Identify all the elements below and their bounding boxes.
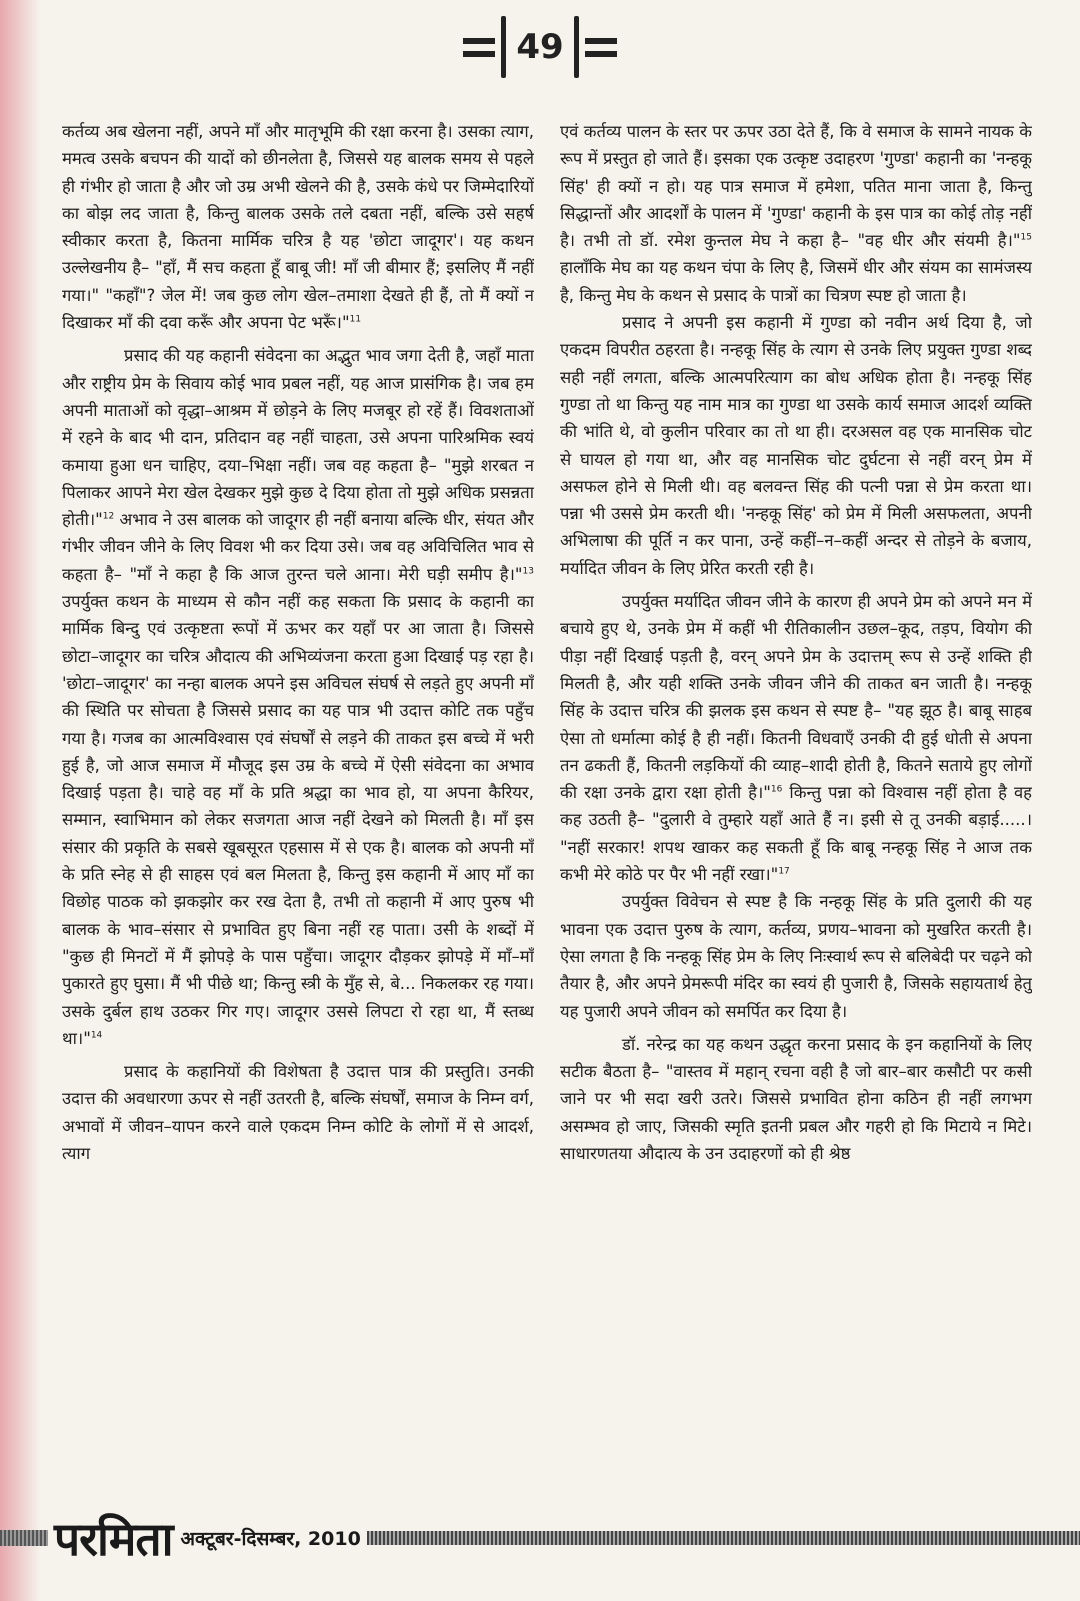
- paragraph-text: हालाँकि मेघ का यह कथन चंपा के लिए है, जिसमें धीर और संयम का सामंजस्य है, किन्तु मेघ के कथन से प्रसाद के पात्रों का चित्रण स्पष्ट हो जाता है।: [560, 258, 1032, 305]
- paragraph-text: एवं कर्तव्य पालन के स्तर पर ऊपर उठा देते हैं, कि वे समाज के सामने नायक के रूप में प्रस्तुत हो जाते हैं। इसका एक उत्कृष्ट उदाहरण 'गुण्डा' कहानी का 'नन्हकू सिंह' ही क्यों न हो। यह पात्र समाज में हमेशा, पतित माना जाता है, किन्तु सिद्धान्तों और आदर्शों के पालन में 'गुण्डा' कहानी के इस पात्र का कोई तोड़ नहीं है। तभी तो डॉ. रमेश कुन्तल मेघ ने कहा है– "वह धीर और संयमी है।": [560, 122, 1032, 251]
- footnote-ref: 15: [1020, 232, 1032, 243]
- paragraph-text: डॉ. नरेन्द्र का यह कथन उद्धृत करना प्रसाद के इन कहानियों के लिए सटीक बैठता है– "वास्तव में महान् रचना वही है जो बार–बार कसौटी पर कसी जाने पर भी सदा खरी उतरे। जिससे प्रभावित होना कठिन ही नहीं लगभग असम्भव हो जाए, जिसकी स्मृति इतनी प्रबल और गहरी हो कि मिटाये न मिटे। साधारणतया औदात्य के उन उदाहरणों को ही श्रेष्ठ: [560, 1034, 1032, 1163]
- footer-bar-left: [0, 1530, 48, 1546]
- paragraph-text: कर्तव्य अब खेलना नहीं, अपने माँ और मातृभूमि की रक्षा करना है। उसका त्याग, ममत्व उसके बचपन की यादों को छीनलेता है, जिससे यह बालक समय से पहले ही गंभीर हो जाता है और जो उम्र अभी खेलने की है, उसके कंधे पर जिम्मेदारियों का बोझ लद जाता है, किन्तु बालक उसके तले दबता नहीं, बल्कि उसे सहर्ष स्वीकार करता है, कितना मार्मिक चरित्र है यह 'छोटा जादूगर'। यह कथन उल्लेखनीय है– "हाँ, मैं सच कहता हूँ बाबू जी! माँ जी बीमार हैं; इसलिए मैं नहीं गया।" "कहाँ"? जेल में! जब कुछ लोग खेल–तमाशा देखते ही हैं, तो मैं क्यों न दिखाकर माँ की दवा करूँ और अपना पेट भरूँ।": [62, 122, 534, 333]
- right-paragraph-5: [560, 1031, 1032, 1167]
- paragraph-text: प्रसाद ने अपनी इस कहानी में गुण्डा को नवीन अर्थ दिया है, जो एकदम विपरीत ठहरता है। नन्हकू सिंह के त्याग से उनके लिए प्रयुक्त गुण्डा शब्द सही नहीं लगता, बल्कि आत्मपरित्याग का बोध अधिक होता है। नन्हकू सिंह गुण्डा तो था किन्तु यह नाम मात्र का गुण्डा था उसके कार्य समाज आदर्श व्यक्ति की भांति थे, वो कुलीन परिवार का तो था ही। दरअसल वह एक मानसिक चोट से घायल हो गया था, और वह मानसिक चोट दुर्घटना से नहीं वरन् प्रेम में असफल होने से मिली थी। वह बलवन्त सिंह की पत्नी पन्ना से प्रेम करता था। पन्ना भी उससे प्रेम करती थी। 'नन्हकू सिंह' को प्रेम में मिली असफलता, अपनी अभिलाषा की पूर्ति न कर पाना, उन्हें कहीं–न–कहीं अन्दर से तोड़ने के बजाय, मर्यादित जीवन के लिए प्रेरित करती रही है।: [560, 313, 1032, 578]
- header-divider-left: [501, 16, 506, 78]
- paragraph-text: प्रसाद की यह कहानी संवेदना का अद्भुत भाव जगा देती है, जहाँ माता और राष्ट्रीय प्रेम के सिवाय कोई भाव प्रबल नहीं, यह आज प्रासंगिक है। जब हम अपनी माताओं को वृद्धा–आश्रम में छोड़ने के लिए मजबूर हो रहें हैं। विवशताओं में रहने के बाद भी दान, प्रतिदान वह नहीं चाहता, उसे अपना पारिश्रमिक स्वयं कमाया हुआ धन चाहिए, दया–भिक्षा नहीं। जब वह कहता है– "मुझे शरबत न पिलाकर आपने मेरा खेल देखकर मुझे कुछ दे दिया होता तो मुझे अधिक प्रसन्नता होती।": [62, 346, 534, 530]
- page-binding-shadow: [0, 0, 40, 1601]
- header-ornament-left: [463, 38, 495, 57]
- magazine-title: परमिता: [54, 1512, 173, 1566]
- left-paragraph-1: [62, 118, 534, 336]
- left-paragraph-2: [62, 342, 534, 1052]
- paragraph-text: उपर्युक्त कथन के माध्यम से कौन नहीं कह सकता कि प्रसाद के कहानी का मार्मिक बिन्दु एवं उत्कृष्टता रूपों में ऊभर कर यहाँ पर आ जाता है। जिससे छोटा–जादूगर का चरित्र औदात्य की अभिव्यंजना करता हुआ दिखाई पड़ रहा है। 'छोटा–जादूगर' का नन्हा बालक अपने इस अविचल संघर्ष से लड़ते हुए अपनी माँ की स्थिति पर सोचता है जिससे प्रसाद का यह पात्र भी उदात्त कोटि तक पहुँच गया है। गजब का आत्मविश्वास एवं संघर्षों से लड़ने की ताकत इस बच्चे में भरी हुई है, जो आज समाज में मौजूद इस उम्र के बच्चे में ऐसी संवेदना का अभाव दिखाई पड़ता है। चाहे वह माँ के प्रति श्रद्धा का भाव हो, या अपना कैरियर, सम्मान, स्वाभिमान को लेकर सजगता आज नहीं देखने को मिलती है। माँ इस संसार की प्रकृति के सबसे खूबसूरत एहसास में से एक है। बालक को अपनी माँ के प्रति स्नेह से ही साहस एवं बल मिलता है, किन्तु इस कहानी में आए माँ का विछोह पाठक को झकझोर कर रख देता है, तभी तो कहानी में आए पुरुष भी बालक के भाव–संसार से प्रभावित हुए बिना नहीं रह पाता। उसी के शब्दों में "कुछ ही मिनटों में मैं झोपड़े के पास पहुँचा। जादूगर दौड़कर झोपड़े में माँ–माँ पुकारते हुए घुसा। मैं भी पीछे था; किन्तु स्त्री के मुँह से, बे... निकलकर रह गया। उसके दुर्बल हाथ उठकर गिर गए। जादूगर उससे लिपटा रो रहा था, मैं स्तब्ध था।": [62, 592, 534, 1048]
- issue-date: अक्टूबर-दिसम्बर, 2010: [180, 1528, 361, 1550]
- right-paragraph-3: [560, 588, 1032, 888]
- paragraph-text: प्रसाद के कहानियों की विशेषता है उदात्त पात्र की प्रस्तुति। उनकी उदात्त की अवधारणा ऊपर से नहीं उतरती है, बल्कि संघर्षों, समाज के निम्न वर्ग, अभावों में जीवन–यापन करने वाले एकदम निम्न कोटि के लोगों में से आदर्श, त्याग: [62, 1062, 534, 1163]
- footer-bar-right: [367, 1531, 1080, 1545]
- footnote-ref: 16: [770, 784, 783, 795]
- paragraph-text: उपर्युक्त मर्यादित जीवन जीने के कारण ही अपने प्रेम को अपने मन में बचाये हुए थे, उनके प्रेम में कहीं भी रीतिकालीन उछल–कूद, तड़प, वियोग की पीड़ा नहीं दिखाई पड़ती है, वरन् अपने प्रेम के उदात्तम् रूप से उन्हें शक्ति ही मिलती है, और यही शक्ति उनके जीवन जीने की ताकत बन जाती है। नन्हकू सिंह के उदात्त चरित्र की झलक इस कथन से स्पष्ट है– "यह झूठ है। बाबू साहब ऐसा तो धर्मात्मा कोई है ही नहीं। कितनी विधवाएँ उनकी दी हुई धोती से अपना तन ढकती हैं, कितनी लड़कियों की व्याह–शादी होती है, कितने सताये हुए लोगों की रक्षा उनके द्वारा रक्षा होती है।": [560, 592, 1032, 803]
- right-paragraph-1: [560, 118, 1032, 309]
- footnote-ref: 17: [778, 866, 790, 877]
- footnote-ref: 14: [90, 1030, 103, 1041]
- footnote-ref: 11: [349, 314, 362, 325]
- footnote-ref: 13: [522, 566, 534, 577]
- paragraph-text: अभाव ने उस बालक को जादूगर ही नहीं बनाया बल्कि धीर, संयत और गंभीर जीवन जीने के लिए विवश भी कर दिया उसे। जब वह अविचिलित भाव से कहता है– "माँ ने कहा है कि आज तुरन्त चले आना। मेरी घड़ी समीप है।": [62, 510, 534, 584]
- page-header: [0, 12, 1080, 82]
- page-number: 49: [516, 27, 564, 67]
- header-divider-right: [574, 16, 579, 78]
- page-footer: [0, 1512, 1080, 1564]
- header-ornament-right: [585, 38, 617, 57]
- right-column: [560, 118, 1032, 1508]
- paragraph-text: किन्तु पन्ना को विश्वास नहीं होता है वह कह उठती है– "दुलारी वे तुम्हारे यहाँ आते हैं न। इसी से तू उनकी बड़ाई.....। "नहीं सरकार! शपथ खाकर कह सकती हूँ कि बाबू नन्हकू सिंह ने आज तक कभी मेरे कोठे पर पैर भी नहीं रखा।": [560, 783, 1032, 885]
- right-paragraph-4: [560, 888, 1032, 1024]
- left-column: [62, 118, 534, 1508]
- right-paragraph-2: [560, 309, 1032, 582]
- paragraph-text: उपर्युक्त विवेचन से स्पष्ट है कि नन्हकू सिंह के प्रति दुलारी की यह भावना एक उदात्त पुरुष के त्याग, कर्तव्य, प्रणय–भावना को मुखरित करती है। ऐसा लगता है कि नन्हकू सिंह प्रेम के लिए निःस्वार्थ रूप से बलिबेदी पर चढ़ने को तैयार है, और अपने प्रेमरूपी मंदिर का स्वयं ही पुजारी है, जिसके सहायतार्थ हेतु यह पुजारी अपने जीवन को समर्पित कर दिया है।: [560, 892, 1032, 1021]
- footnote-ref: 12: [102, 511, 115, 522]
- left-paragraph-3: [62, 1058, 534, 1167]
